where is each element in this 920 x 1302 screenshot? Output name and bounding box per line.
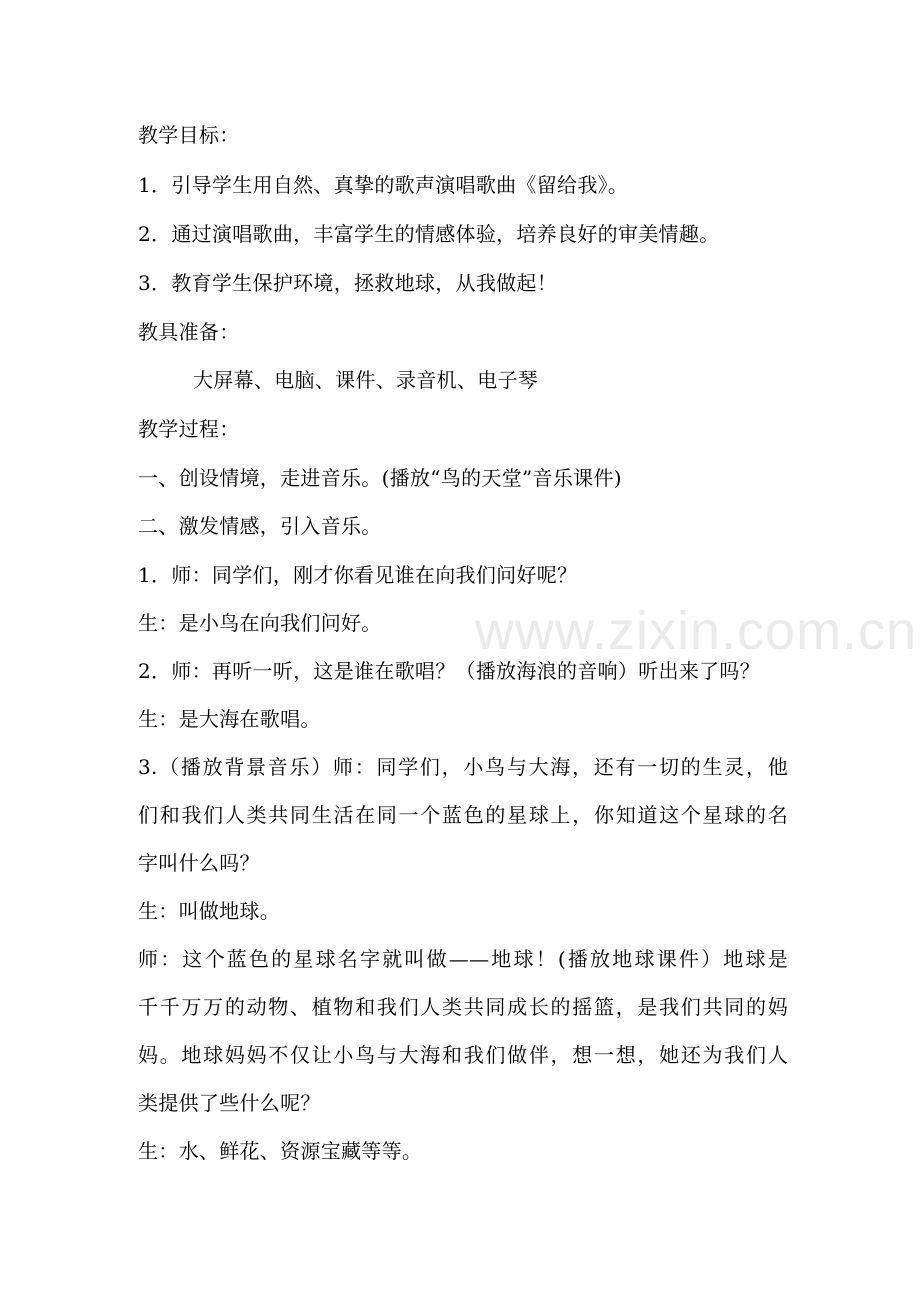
teacher-question-3-line-1: 3.（播放背景音乐）师：同学们，小鸟与大海，还有一切的生灵，他 [138, 755, 788, 779]
objective-2: 2．通过演唱歌曲，丰富学生的情感体验，培养良好的审美情趣。 [138, 222, 720, 246]
teacher-talk-4-line-2: 千千万万的动物、植物和我们人类共同成长的摇篮，是我们共同的妈 [138, 995, 788, 1019]
materials-list: 大屏幕、电脑、课件、录音机、电子琴 [193, 368, 539, 392]
objectives-heading: 教学目标： [138, 123, 240, 147]
teacher-talk-4-line-1: 师：这个蓝色的星球名字就叫做——地球！(播放地球课件）地球是 [138, 947, 788, 971]
watermark-text: www.zixin.com.cn [475, 601, 918, 661]
process-step-1: 一、创设情境，走进音乐。(播放“鸟的天堂”音乐课件) [138, 466, 622, 490]
teacher-talk-4-line-4: 类提供了些什么呢？ [138, 1091, 321, 1115]
teacher-question-1: 1．师：同学们，刚才你看见谁在向我们问好呢？ [138, 563, 578, 587]
process-step-2: 二、激发情感，引入音乐。 [138, 514, 382, 538]
teacher-question-3-line-3: 字叫什么吗？ [138, 851, 260, 875]
objective-1: 1．引导学生用自然、真挚的歌声演唱歌曲《留给我》。 [138, 173, 629, 197]
teacher-talk-4-line-3: 妈。地球妈妈不仅让小鸟与大海和我们做伴，想一想，她还为我们人 [138, 1043, 788, 1067]
teacher-question-3-line-2: 们和我们人类共同生活在同一个蓝色的星球上，你知道这个星球的名 [138, 803, 788, 827]
student-answer-3: 生：叫做地球。 [138, 899, 281, 923]
teacher-question-2: 2．师：再听一听，这是谁在歌唱？（播放海浪的音响）听出来了吗？ [138, 659, 761, 683]
student-answer-1: 生：是小鸟在向我们问好。 [138, 611, 382, 635]
student-answer-2: 生：是大海在歌唱。 [138, 707, 321, 731]
student-answer-4: 生：水、鲜花、资源宝藏等等。 [138, 1139, 423, 1163]
materials-heading: 教具准备： [138, 320, 240, 344]
process-heading: 教学过程： [138, 417, 240, 441]
objective-3: 3．教育学生保护环境，拯救地球，从我做起！ [138, 271, 558, 295]
